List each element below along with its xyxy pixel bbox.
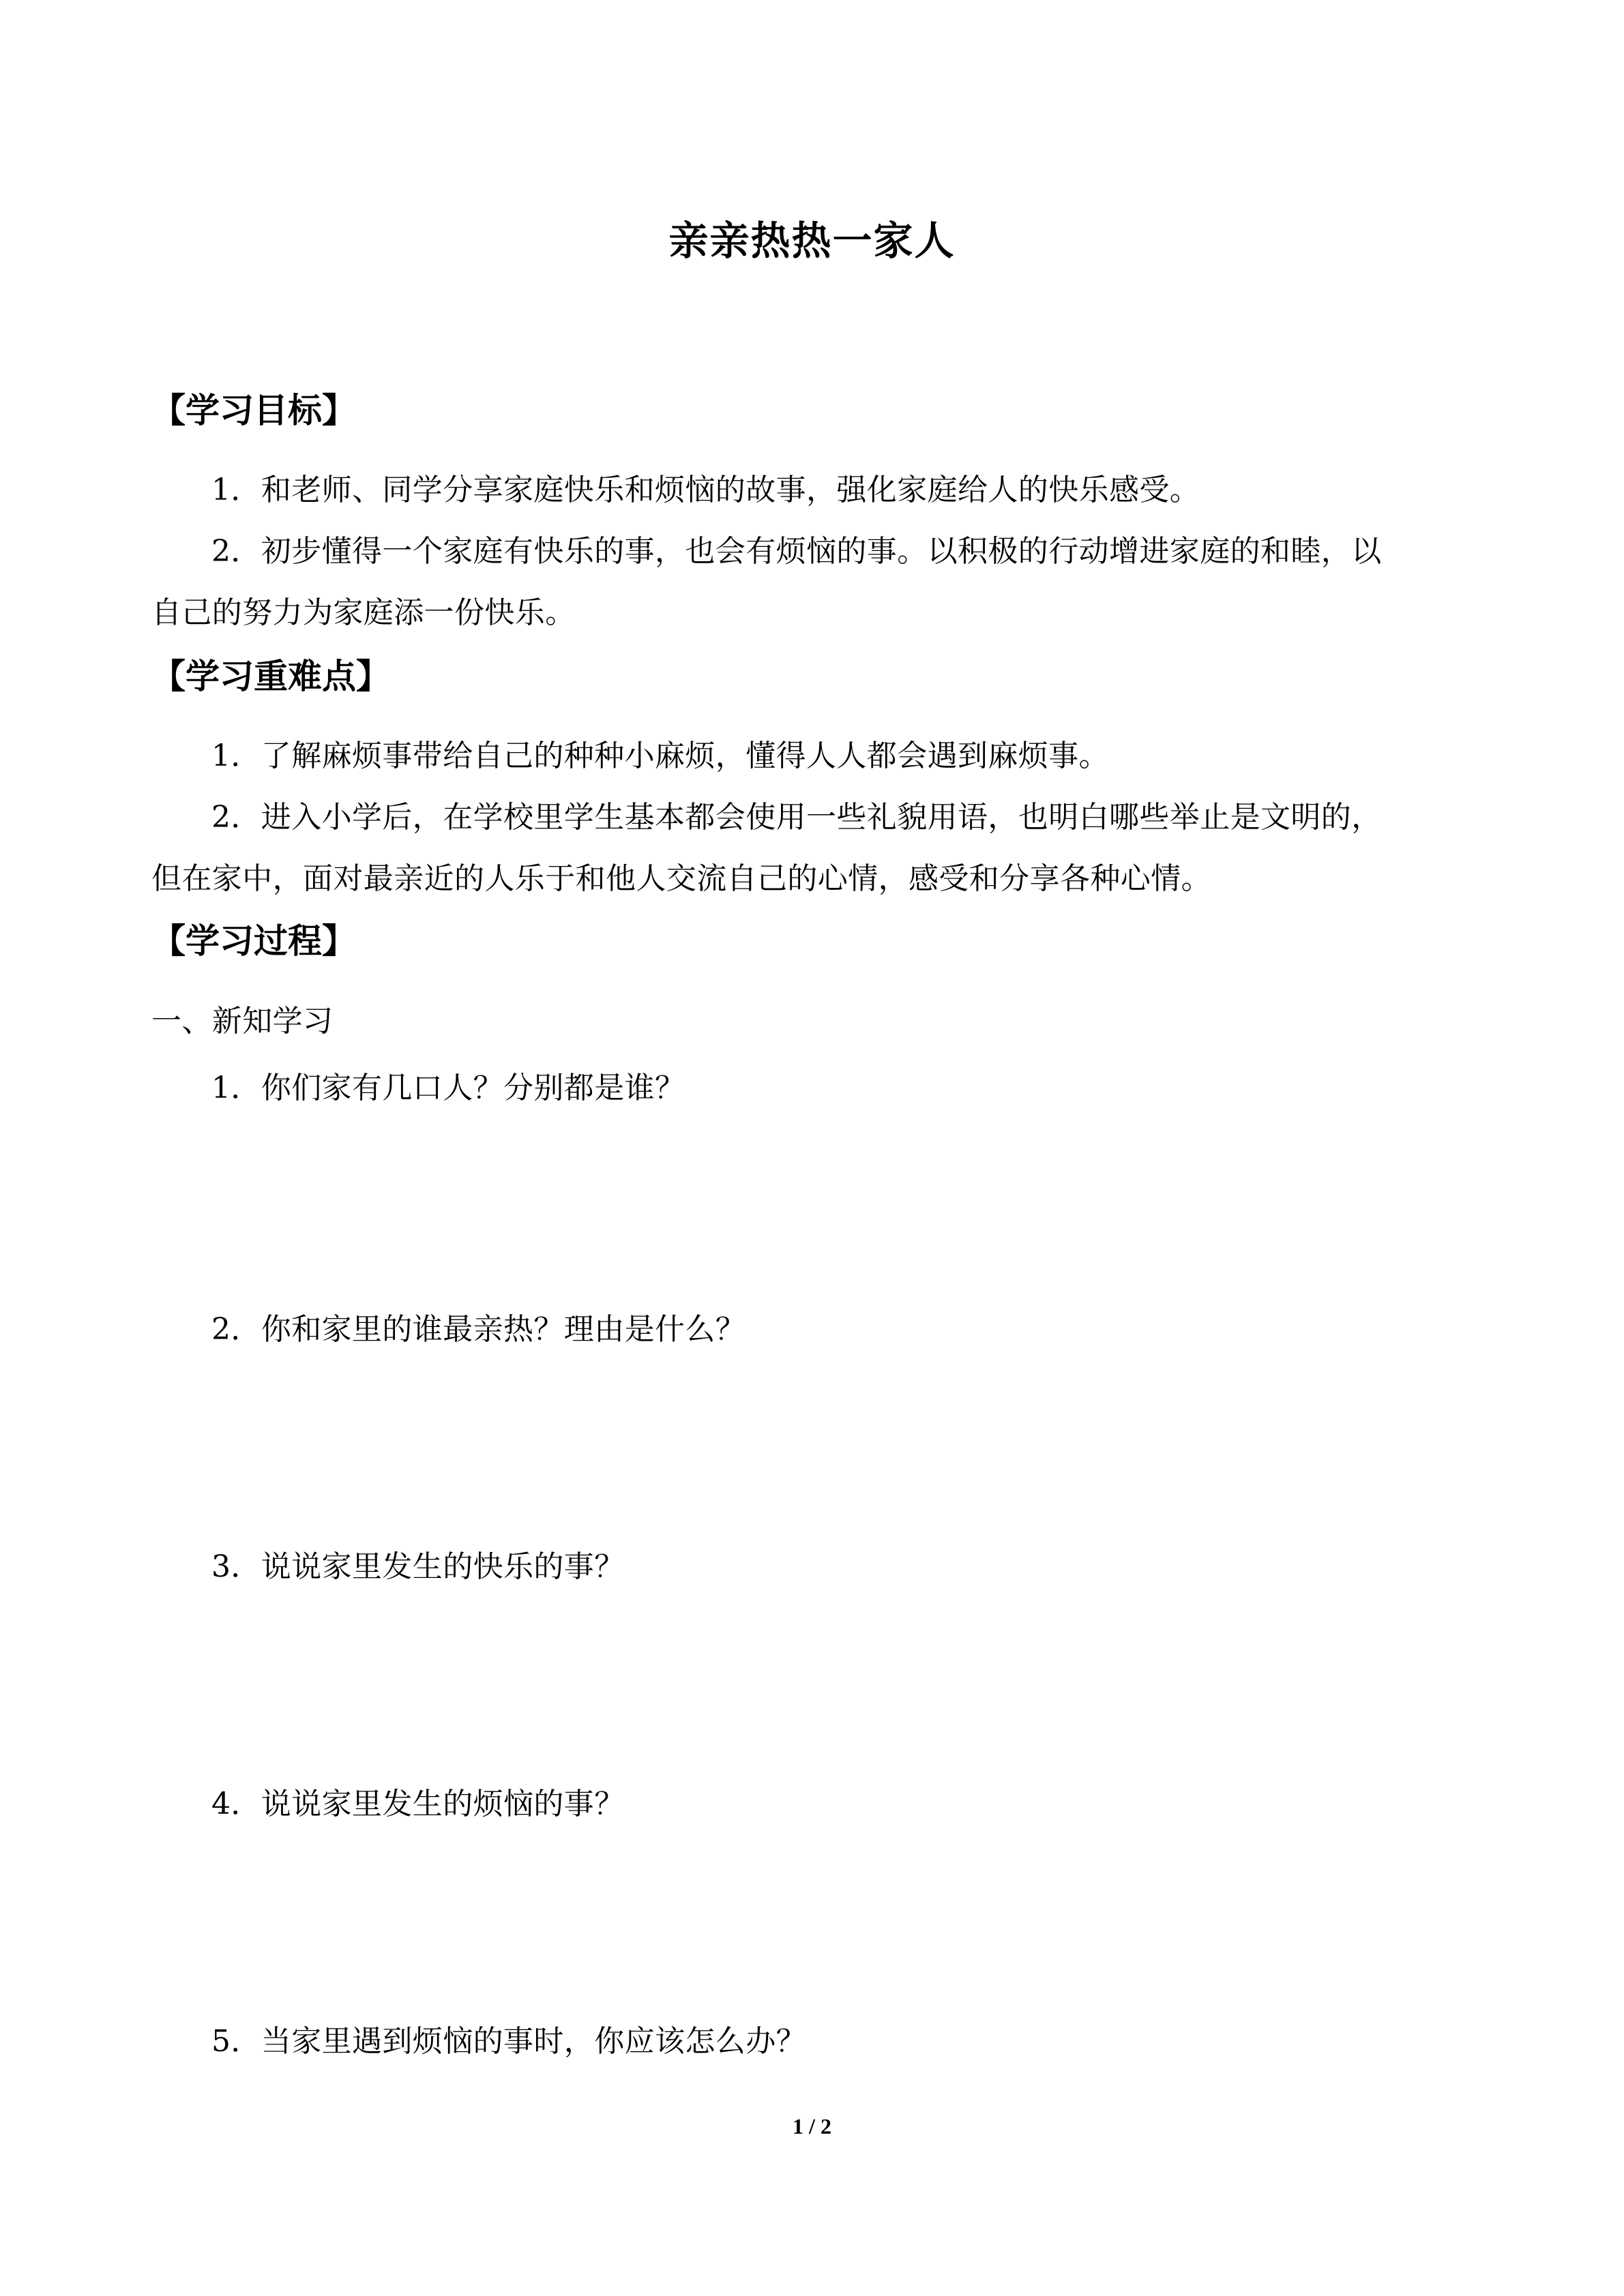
key-point-item-2-text: 进入小学后，在学校里学生基本都会使用一些礼貌用语，也明白哪些举止是文明的， (261, 800, 1382, 835)
question-5 (211, 2021, 806, 2062)
key-point-item-2 (151, 787, 1475, 910)
question-4-number: 4． (211, 1787, 261, 1821)
question-3 (211, 1547, 625, 1587)
goal-item-2-number: 2． (211, 534, 261, 569)
question-3-number: 3． (211, 1549, 261, 1584)
question-2 (211, 1309, 745, 1350)
goal-item-1-line (151, 460, 1475, 521)
question-1 (211, 1068, 685, 1109)
key-point-item-2-number: 2． (211, 800, 261, 835)
answer-space-2[interactable] (151, 1360, 1475, 1523)
key-point-item-2-line (151, 787, 1475, 848)
process-subheading: 一、新知学习 (151, 1004, 334, 1039)
question-4-text: 说说家里发生的烦恼的事？ (261, 1787, 625, 1821)
key-point-item-2-continuation: 但在家中，面对最亲近的人乐于和他人交流自己的心情，感受和分享各种心情。 (151, 861, 1211, 896)
question-3-text: 说说家里发生的快乐的事？ (261, 1549, 625, 1584)
key-point-item-1-number: 1． (211, 739, 261, 773)
goal-item-2-continuation: 自己的努力为家庭添一份快乐。 (151, 595, 576, 630)
question-2-number: 2． (211, 1312, 261, 1347)
goal-item-1-number: 1． (211, 473, 261, 507)
question-1-number: 1． (211, 1071, 261, 1105)
page-number: 1 / 2 (793, 2114, 831, 2138)
key-point-item-1-text: 了解麻烦事带给自己的种种小麻烦，懂得人人都会遇到麻烦事。 (261, 739, 1109, 773)
section-heading-goals: 【学习目标】 (151, 390, 356, 430)
question-4 (211, 1784, 625, 1825)
key-point-item-1-line (151, 726, 1475, 787)
section-heading-process: 【学习过程】 (151, 921, 356, 961)
question-5-number: 5． (211, 2024, 261, 2059)
question-1-text: 你们家有几口人？分别都是谁？ (261, 1071, 685, 1105)
goal-item-2-line (151, 521, 1475, 582)
question-2-text: 你和家里的谁最亲热？理由是什么？ (261, 1312, 746, 1347)
answer-space-3[interactable] (151, 1597, 1475, 1761)
section-heading-key-points: 【学习重难点】 (151, 656, 390, 696)
goal-item-1 (151, 460, 1475, 521)
goal-item-2 (151, 521, 1475, 644)
goal-item-1-text: 和老师、同学分享家庭快乐和烦恼的故事，强化家庭给人的快乐感受。 (261, 473, 1200, 507)
question-5-text: 当家里遇到烦恼的事时，你应该怎么办？ (261, 2024, 806, 2059)
answer-space-4[interactable] (151, 1834, 1475, 1998)
key-point-item-1 (151, 726, 1475, 787)
goal-item-2-text: 初步懂得一个家庭有快乐的事，也会有烦恼的事。以积极的行动增进家庭的和睦，以 (261, 534, 1382, 569)
document-title: 亲亲热热一家人 (668, 218, 956, 264)
answer-space-1[interactable] (151, 1118, 1475, 1282)
